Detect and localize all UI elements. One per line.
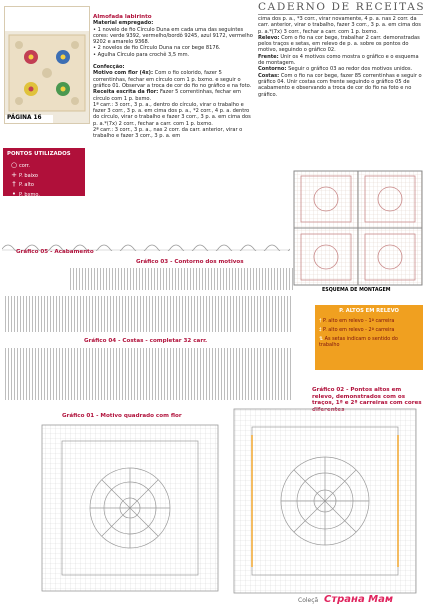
footer-collection: Coleçã (298, 597, 319, 604)
relief-item-3: ⇅ As setas indicam o sentido do trabalho (319, 336, 398, 348)
back-chart-top (5, 296, 293, 332)
double-crochet-symbol-icon: † (12, 180, 16, 189)
motif-chart (40, 423, 220, 593)
edging-chart (2, 236, 290, 246)
project-title: Almofada labirinto (93, 14, 152, 20)
section-header: CADERNO DE RECEITAS (258, 1, 426, 13)
relief-item-2: ‡ P. alto em relevo - 2ª carreira (319, 327, 395, 333)
page-label: PÁGINA 16 (7, 115, 42, 121)
legend-title: PONTOS UTILIZADOS (7, 151, 71, 157)
legend-item: + P. baixo (9, 171, 40, 181)
chart-03-caption: Gráfico 03 - Contorno dos motivos (136, 259, 244, 265)
assembly-label: ESQUEMA DE MONTAGEM (322, 288, 391, 293)
chart-05-caption: Gráfico 05 - Acabamento (16, 249, 94, 255)
relief-diagram (230, 405, 420, 597)
single-crochet-symbol-icon: + (11, 170, 17, 179)
legend-item: • P. bxmo. (9, 190, 40, 200)
cushion-photo (4, 6, 90, 124)
relief-legend (315, 305, 423, 370)
chain-symbol-icon: ○ (10, 161, 18, 169)
stitches-legend (3, 148, 85, 196)
slip-stitch-symbol-icon: • (11, 189, 17, 198)
assembly-grid (293, 170, 423, 286)
watermark-logo: Страна Мам (324, 594, 394, 605)
chart-04-caption: Gráfico 04 - Costas - completar 32 carr. (84, 338, 208, 344)
header-rule (258, 14, 423, 15)
chart-01-caption: Gráfico 01 - Motivo quadrado com flor (62, 413, 182, 419)
assembly-scheme (293, 170, 423, 286)
instructions-col2: cima dos p. a., *3 corr., virar novamente, 4 p. a. nas 2 corr. da carr. anterior, virar o trabalho, fazer 3 corr., 3 p. a. em cima dos p. a.*(7x) 3 corr., fechar a carr. com 1 p. bxmo. Relevo: Com o fio na cor bege, trabalhar 2 carr. demonstradas pelos traços e setas, em relevo de p. a. sobre os pontos do motivo, seguindo o gráfico 02. Frente: Unir os 4 motivos como mostra o gráfico e o esquema de montagem. Contorno: Seguir o gráfico 03 ao redor dos motivos unidos. Costas: Com o fio na cor bege, fazer 85 correntinhas e seguir o gráfico 04. Unir costas com frente seguindo o gráfico 05 de acabamento e observando a troca de cor do fio na foto e no gráfico. (258, 16, 422, 98)
legend-item: ○ corr. (10, 161, 30, 169)
motif-diagram (40, 423, 220, 593)
relief-chart (230, 405, 420, 597)
relief-legend-title: P. ALTOS EM RELEVO (339, 308, 399, 314)
chart-02-caption: Gráfico 02 - Pontos altos em relevo, demonstrados com os traços, 1ª e 2ª carreiras com cores (312, 387, 422, 407)
legend-item: † P. alto (9, 180, 40, 190)
contour-chart (70, 268, 294, 290)
back-chart-bottom (5, 348, 293, 400)
instructions-col1: Almofada labirinto Material empregado: • 1 novelo de fio Círculo Duna em cada uma das seguintes cores: verde 9392, vermelho/bordô 9245, azul 9172, vermelho 9202 e amarelo 9368. • 2 novelos de fio Círculo Duna na cor bege 8176. • Agulha Círculo para crochê 3,5 mm. Confecção: Motivo com flor (4x): Com o fio colorido, fazer 5 correntinhas, fechar em círculo com 1 p. bxmo. e seguir o gráfico 01. Observar a troca de cor do fio no gráfico e na foto. Receita escrita da flor: Fazer 5 correntinhas, fechar em círculo com 1 p. bxmo. 1ª carr.: 3 corr., 3 p. a., dentro do círculo, virar o trabalho e fazer 3 corr., 3 p. a. em cima dos p. a., *2 corr., 4 p. a. dentro do círculo, virar o trabalho e fazer 3 corr., 3 p. a. em cima dos p. a.*(7x) 2 corr., fechar a carr. com 1 p. bxmo. 2ª carr.: 3 corr., 3 p. a., nas 2 corr. da carr. anterior, virar o trabalho e fazer 3 corr., 3 p. a. em (93, 14, 253, 140)
relief-item-1: † P. alto em relevo - 1ª carreira (319, 318, 395, 324)
cushion-illustration (5, 7, 89, 123)
arrows-icon: ⇅ (319, 336, 324, 342)
